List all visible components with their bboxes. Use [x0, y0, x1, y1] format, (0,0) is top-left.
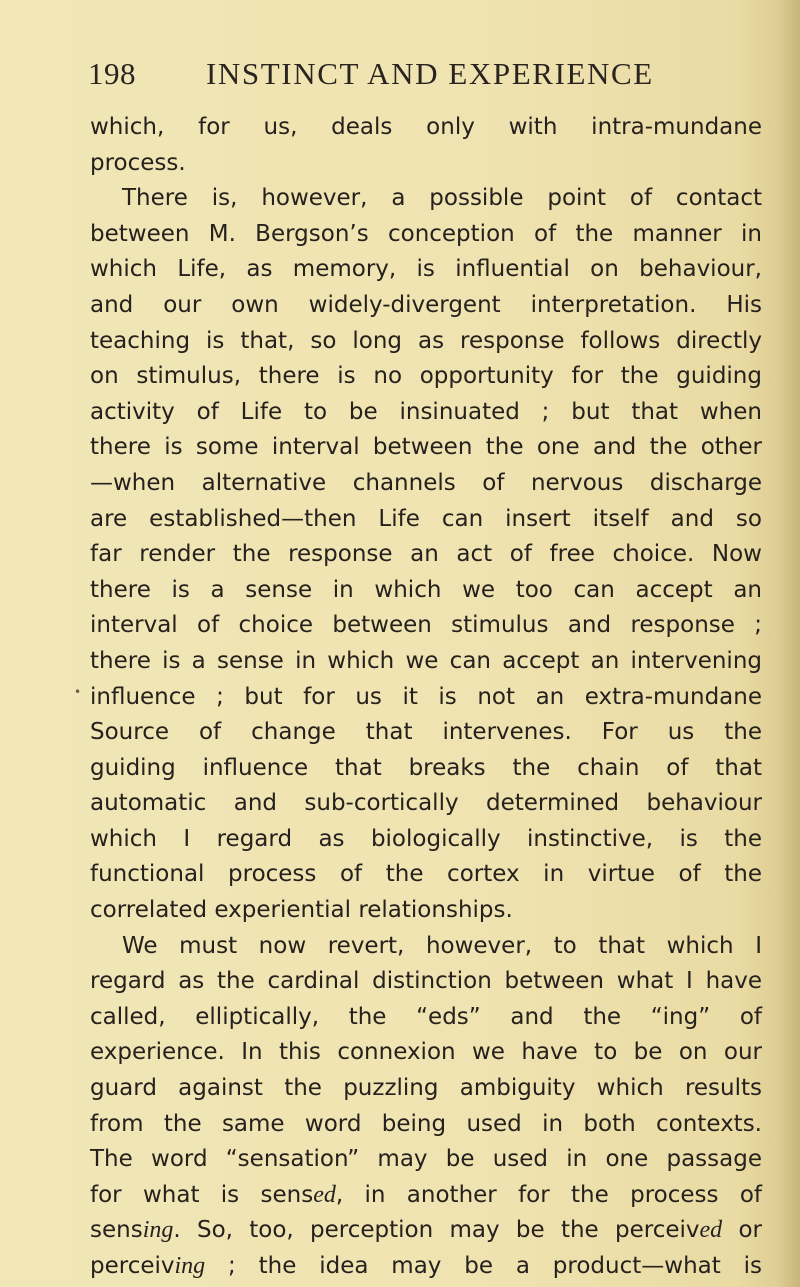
text-line: are established—then Life can insert itself and so — [90, 505, 762, 532]
text-line: on stimulus, there is no opportunity for the guiding — [90, 363, 762, 390]
text-line: there is a sense in which we too can accept an — [90, 576, 762, 603]
text-line: We must now revert, however, to that which I — [122, 932, 762, 959]
text-line: There is, however, a possible point of contact — [122, 185, 762, 212]
text-line: teaching is that, so long as response follows directly — [90, 327, 762, 354]
text-line: which Life, as memory, is influential on behaviour, — [90, 256, 762, 283]
text-line: which I regard as biologically instinctive, is the — [90, 825, 762, 852]
running-head: INSTINCT AND EXPERIENCE — [206, 56, 654, 91]
text-line: from the same word being used in both contexts. — [90, 1110, 762, 1137]
text-line: sensing. So, too, perception may be the perceived or — [90, 1217, 763, 1244]
text-line: there is some interval between the one and the other — [90, 434, 762, 461]
page-edge-shadow — [778, 0, 800, 1287]
text-line: automatic and sub-cortically determined behaviour — [90, 790, 762, 817]
text-line: perceiving ; the idea may be a product—what is — [90, 1253, 762, 1279]
text-line: influence ; but for us it is not an extra-mundane — [90, 683, 762, 710]
text-line: functional process of the cortex in virtue of the — [90, 861, 762, 888]
text-line: guard against the puzzling ambiguity which results — [90, 1075, 762, 1102]
text-line: Source of change that intervenes. For us the — [90, 719, 762, 746]
text-line: activity of Life to be insinuated ; but that when — [90, 398, 762, 425]
text-line: and our own widely-divergent interpretation. His — [90, 291, 762, 318]
text-line: called, elliptically, the “eds” and the “ing” of — [90, 1003, 762, 1030]
page-header — [88, 56, 778, 96]
text-line: process. — [90, 149, 186, 176]
text-line: correlated experiential relationships. — [90, 897, 513, 924]
page-number: 198 — [88, 56, 136, 91]
text-line: The word “sensation” may be used in one passage — [90, 1146, 762, 1173]
body-text — [90, 110, 762, 1285]
text-line: experience. In this connexion we have to be on our — [90, 1039, 762, 1066]
text-line: which, for us, deals only with intra-mundane — [90, 114, 762, 140]
text-line: guiding influence that breaks the chain of that — [90, 754, 762, 781]
text-line: far render the response an act of free choice. Now — [90, 541, 762, 568]
margin-mark: • — [74, 685, 82, 699]
text-line: for what is sensed, in another for the process of — [90, 1181, 763, 1208]
text-line: regard as the cardinal distinction between what I have — [90, 968, 762, 995]
text-line: between M. Bergson’s conception of the manner in — [90, 220, 762, 247]
text-line: —when alternative channels of nervous discharge — [90, 469, 762, 496]
text-line: there is a sense in which we can accept an intervening — [90, 647, 762, 674]
text-line: interval of choice between stimulus and response ; — [90, 612, 762, 639]
